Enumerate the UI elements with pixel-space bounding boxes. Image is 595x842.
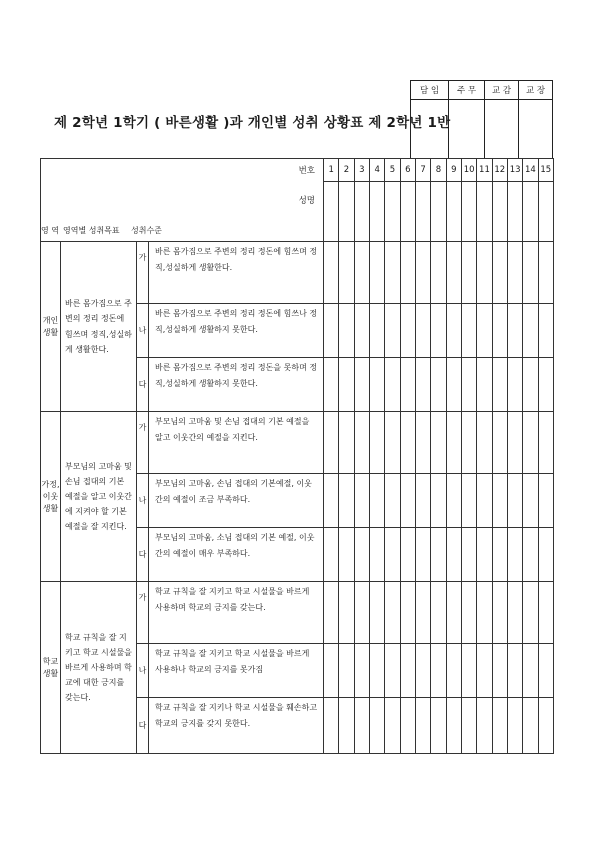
- score-cell[interactable]: [385, 644, 400, 698]
- level-mark: 다: [137, 698, 149, 754]
- score-cell[interactable]: [507, 644, 522, 698]
- goal-label: 영역별 성취목표: [63, 226, 120, 235]
- score-cell[interactable]: [400, 358, 415, 412]
- score-cell[interactable]: [431, 358, 446, 412]
- area-name: 학교 생활: [41, 582, 61, 754]
- student-name-cell-4[interactable]: [369, 182, 384, 242]
- score-cell[interactable]: [523, 582, 538, 644]
- score-cell[interactable]: [400, 474, 415, 528]
- area-name: 가정, 이웃 생활: [41, 412, 61, 582]
- score-cell[interactable]: [354, 304, 369, 358]
- score-cell[interactable]: [507, 242, 522, 304]
- name-label: 성명: [298, 196, 315, 206]
- score-cell[interactable]: [385, 412, 400, 474]
- score-cell[interactable]: [477, 304, 492, 358]
- score-cell[interactable]: [446, 304, 461, 358]
- score-cell[interactable]: [339, 528, 354, 582]
- score-cell[interactable]: [461, 242, 476, 304]
- score-cell[interactable]: [339, 412, 354, 474]
- score-cell[interactable]: [431, 698, 446, 754]
- score-cell[interactable]: [538, 644, 553, 698]
- score-cell[interactable]: [507, 582, 522, 644]
- score-cell[interactable]: [400, 582, 415, 644]
- approval-header-principal: 교 장: [519, 81, 553, 100]
- score-cell[interactable]: [385, 304, 400, 358]
- student-number-12: 12: [492, 159, 507, 182]
- score-cell[interactable]: [523, 528, 538, 582]
- area-goal: 부모님의 고마움 및 손님 접대의 기본 예절을 알고 이웃간에 지켜야 할 기본예절을 잘 지킨다.: [61, 412, 137, 582]
- score-cell[interactable]: [400, 304, 415, 358]
- score-cell[interactable]: [354, 644, 369, 698]
- score-cell[interactable]: [324, 242, 339, 304]
- score-cell[interactable]: [415, 644, 430, 698]
- score-cell[interactable]: [400, 412, 415, 474]
- score-cell[interactable]: [492, 644, 507, 698]
- score-cell[interactable]: [523, 412, 538, 474]
- score-cell[interactable]: [400, 528, 415, 582]
- score-cell[interactable]: [369, 698, 384, 754]
- score-cell[interactable]: [492, 412, 507, 474]
- score-cell[interactable]: [385, 528, 400, 582]
- score-cell[interactable]: [369, 474, 384, 528]
- level-criterion: 바른 몸가짐으로 주변의 정리 정돈에 힘쓰나 정직,성실하게 생활하지 못한다.: [149, 304, 324, 358]
- score-cell[interactable]: [354, 474, 369, 528]
- score-cell[interactable]: [461, 358, 476, 412]
- score-cell[interactable]: [385, 242, 400, 304]
- area-goal: 바른 몸가짐으로 주변의 정리 정돈에 힘쓰며 정직,성실하게 생활한다.: [61, 242, 137, 412]
- student-number-5: 5: [385, 159, 400, 182]
- student-number-2: 2: [339, 159, 354, 182]
- score-cell[interactable]: [492, 304, 507, 358]
- score-cell[interactable]: [523, 698, 538, 754]
- score-cell[interactable]: [354, 528, 369, 582]
- score-cell[interactable]: [446, 412, 461, 474]
- score-cell[interactable]: [492, 474, 507, 528]
- score-cell[interactable]: [385, 582, 400, 644]
- area-name: 개인 생활: [41, 242, 61, 412]
- score-cell[interactable]: [507, 304, 522, 358]
- score-cell[interactable]: [369, 242, 384, 304]
- student-number-14: 14: [523, 159, 538, 182]
- student-name-cell-9[interactable]: [446, 182, 461, 242]
- student-name-cell-7[interactable]: [415, 182, 430, 242]
- score-cell[interactable]: [446, 358, 461, 412]
- level-mark: 다: [137, 358, 149, 412]
- score-cell[interactable]: [339, 582, 354, 644]
- score-cell[interactable]: [523, 644, 538, 698]
- score-cell[interactable]: [324, 528, 339, 582]
- score-cell[interactable]: [431, 582, 446, 644]
- student-number-1: 1: [324, 159, 339, 182]
- score-cell[interactable]: [507, 528, 522, 582]
- page-title: 제 2학년 1학기 ( 바른생활 )과 개인별 성취 상황표 제 2학년 1반: [54, 115, 451, 131]
- level-criterion: 학교 규칙을 잘 지키고 학교 시설물을 바르게 사용하며 학교의 긍지를 갖는다.: [149, 582, 324, 644]
- level-criterion: 학교 규칙을 잘 지키나 학교 시설물을 훼손하고 학교의 긍지를 갖지 못한다.: [149, 698, 324, 754]
- score-cell[interactable]: [538, 304, 553, 358]
- score-cell[interactable]: [339, 358, 354, 412]
- student-number-8: 8: [431, 159, 446, 182]
- score-cell[interactable]: [538, 412, 553, 474]
- student-name-cell-6[interactable]: [400, 182, 415, 242]
- score-cell[interactable]: [339, 304, 354, 358]
- score-cell[interactable]: [446, 698, 461, 754]
- score-cell[interactable]: [538, 358, 553, 412]
- area-label: 영 역: [41, 226, 59, 235]
- student-name-cell-8[interactable]: [431, 182, 446, 242]
- level-criterion: 부모님의 고마움, 소님 접대의 기본 예절, 이웃간의 예절이 매우 부족하다.: [149, 528, 324, 582]
- score-cell[interactable]: [431, 474, 446, 528]
- score-cell[interactable]: [431, 242, 446, 304]
- score-cell[interactable]: [538, 582, 553, 644]
- student-name-cell-5[interactable]: [385, 182, 400, 242]
- score-cell[interactable]: [523, 242, 538, 304]
- score-cell[interactable]: [492, 698, 507, 754]
- level-mark: 가: [137, 242, 149, 304]
- score-cell[interactable]: [538, 698, 553, 754]
- score-cell[interactable]: [507, 698, 522, 754]
- score-cell[interactable]: [369, 582, 384, 644]
- score-cell[interactable]: [415, 582, 430, 644]
- level-mark: 가: [137, 582, 149, 644]
- approval-header-homeroom: 담 임: [411, 81, 449, 100]
- score-cell[interactable]: [400, 644, 415, 698]
- student-name-cell-11[interactable]: [477, 182, 492, 242]
- score-cell[interactable]: [461, 528, 476, 582]
- score-cell[interactable]: [400, 698, 415, 754]
- student-name-cell-3[interactable]: [354, 182, 369, 242]
- student-name-cell-12[interactable]: [492, 182, 507, 242]
- score-cell[interactable]: [324, 644, 339, 698]
- student-number-6: 6: [400, 159, 415, 182]
- score-cell[interactable]: [492, 528, 507, 582]
- approval-sign-vice-principal[interactable]: [485, 100, 519, 159]
- score-cell[interactable]: [339, 474, 354, 528]
- score-cell[interactable]: [461, 412, 476, 474]
- score-cell[interactable]: [369, 644, 384, 698]
- student-number-9: 9: [446, 159, 461, 182]
- approval-sign-principal[interactable]: [519, 100, 553, 159]
- score-cell[interactable]: [446, 242, 461, 304]
- score-cell[interactable]: [324, 474, 339, 528]
- score-cell[interactable]: [385, 358, 400, 412]
- score-cell[interactable]: [446, 528, 461, 582]
- score-cell[interactable]: [324, 582, 339, 644]
- student-number-4: 4: [369, 159, 384, 182]
- score-cell[interactable]: [415, 358, 430, 412]
- level-criterion: 바른 몸가짐으로 주변의 정리 정돈을 못하며 정직,성실하게 생활하지 못한다.: [149, 358, 324, 412]
- score-cell[interactable]: [492, 582, 507, 644]
- student-name-cell-13[interactable]: [507, 182, 522, 242]
- approval-header-vice-principal: 교 감: [485, 81, 519, 100]
- score-cell[interactable]: [400, 242, 415, 304]
- table-corner-header: [41, 159, 324, 242]
- score-cell[interactable]: [431, 644, 446, 698]
- score-cell[interactable]: [507, 474, 522, 528]
- score-cell[interactable]: [492, 242, 507, 304]
- score-cell[interactable]: [431, 528, 446, 582]
- score-cell[interactable]: [369, 412, 384, 474]
- student-name-cell-14[interactable]: [523, 182, 538, 242]
- score-cell[interactable]: [461, 474, 476, 528]
- score-cell[interactable]: [477, 412, 492, 474]
- score-cell[interactable]: [538, 242, 553, 304]
- approval-header-main: 주 무: [449, 81, 485, 100]
- level-criterion: 부모님의 고마움, 손님 접대의 기본예절, 이웃간의 예절이 조금 부족하다.: [149, 474, 324, 528]
- score-cell[interactable]: [477, 242, 492, 304]
- approval-sign-main[interactable]: [449, 100, 485, 159]
- student-number-13: 13: [507, 159, 522, 182]
- score-cell[interactable]: [415, 304, 430, 358]
- score-cell[interactable]: [354, 412, 369, 474]
- score-cell[interactable]: [369, 528, 384, 582]
- score-cell[interactable]: [415, 242, 430, 304]
- score-cell[interactable]: [523, 304, 538, 358]
- student-number-3: 3: [354, 159, 369, 182]
- student-number-10: 10: [461, 159, 476, 182]
- score-cell[interactable]: [507, 412, 522, 474]
- level-criterion: 바른 몸가짐으로 주변의 정리 정돈에 힘쓰며 정직,성실하게 생활한다.: [149, 242, 324, 304]
- student-name-cell-2[interactable]: [339, 182, 354, 242]
- score-cell[interactable]: [369, 304, 384, 358]
- level-mark: 나: [137, 644, 149, 698]
- score-cell[interactable]: [339, 242, 354, 304]
- score-cell[interactable]: [324, 412, 339, 474]
- score-cell[interactable]: [385, 474, 400, 528]
- score-cell[interactable]: [477, 358, 492, 412]
- score-cell[interactable]: [369, 358, 384, 412]
- score-cell[interactable]: [492, 358, 507, 412]
- achievement-table: [40, 158, 554, 754]
- score-cell[interactable]: [461, 698, 476, 754]
- score-cell[interactable]: [354, 358, 369, 412]
- area-goal: 학교 규칙을 잘 지키고 학교 시설물을 바르게 사용하며 학교에 대한 긍지를 갖는다.: [61, 582, 137, 754]
- score-cell[interactable]: [324, 358, 339, 412]
- level-criterion: 부모님의 고마움 및 손님 접대의 기본 예절을 알고 이웃간의 예절을 지킨다.: [149, 412, 324, 474]
- score-cell[interactable]: [477, 644, 492, 698]
- score-cell[interactable]: [354, 242, 369, 304]
- score-cell[interactable]: [385, 698, 400, 754]
- score-cell[interactable]: [339, 698, 354, 754]
- score-cell[interactable]: [431, 412, 446, 474]
- score-cell[interactable]: [538, 474, 553, 528]
- score-cell[interactable]: [461, 644, 476, 698]
- score-cell[interactable]: [415, 698, 430, 754]
- student-number-11: 11: [477, 159, 492, 182]
- score-cell[interactable]: [461, 582, 476, 644]
- score-cell[interactable]: [354, 698, 369, 754]
- level-label: 성취수준: [131, 226, 162, 235]
- level-mark: 나: [137, 474, 149, 528]
- score-cell[interactable]: [477, 474, 492, 528]
- student-name-cell-1[interactable]: [324, 182, 339, 242]
- score-cell[interactable]: [477, 528, 492, 582]
- score-cell[interactable]: [477, 698, 492, 754]
- score-cell[interactable]: [446, 582, 461, 644]
- level-criterion: 학교 규칙을 잘 지키고 학교 시설물을 바르게 사용하나 학교의 긍지를 못가짐: [149, 644, 324, 698]
- score-cell[interactable]: [339, 644, 354, 698]
- score-cell[interactable]: [446, 474, 461, 528]
- level-mark: 가: [137, 412, 149, 474]
- score-cell[interactable]: [477, 582, 492, 644]
- score-cell[interactable]: [415, 412, 430, 474]
- level-mark: 다: [137, 528, 149, 582]
- student-name-cell-15[interactable]: [538, 182, 553, 242]
- score-cell[interactable]: [538, 528, 553, 582]
- score-cell[interactable]: [431, 304, 446, 358]
- score-cell[interactable]: [415, 474, 430, 528]
- score-cell[interactable]: [324, 698, 339, 754]
- level-mark: 나: [137, 304, 149, 358]
- score-cell[interactable]: [523, 358, 538, 412]
- score-cell[interactable]: [461, 304, 476, 358]
- score-cell[interactable]: [354, 582, 369, 644]
- score-cell[interactable]: [324, 304, 339, 358]
- score-cell[interactable]: [415, 528, 430, 582]
- number-label: 번호: [298, 166, 315, 176]
- score-cell[interactable]: [523, 474, 538, 528]
- student-name-cell-10[interactable]: [461, 182, 476, 242]
- score-cell[interactable]: [446, 644, 461, 698]
- score-cell[interactable]: [507, 358, 522, 412]
- student-number-15: 15: [538, 159, 553, 182]
- student-number-7: 7: [415, 159, 430, 182]
